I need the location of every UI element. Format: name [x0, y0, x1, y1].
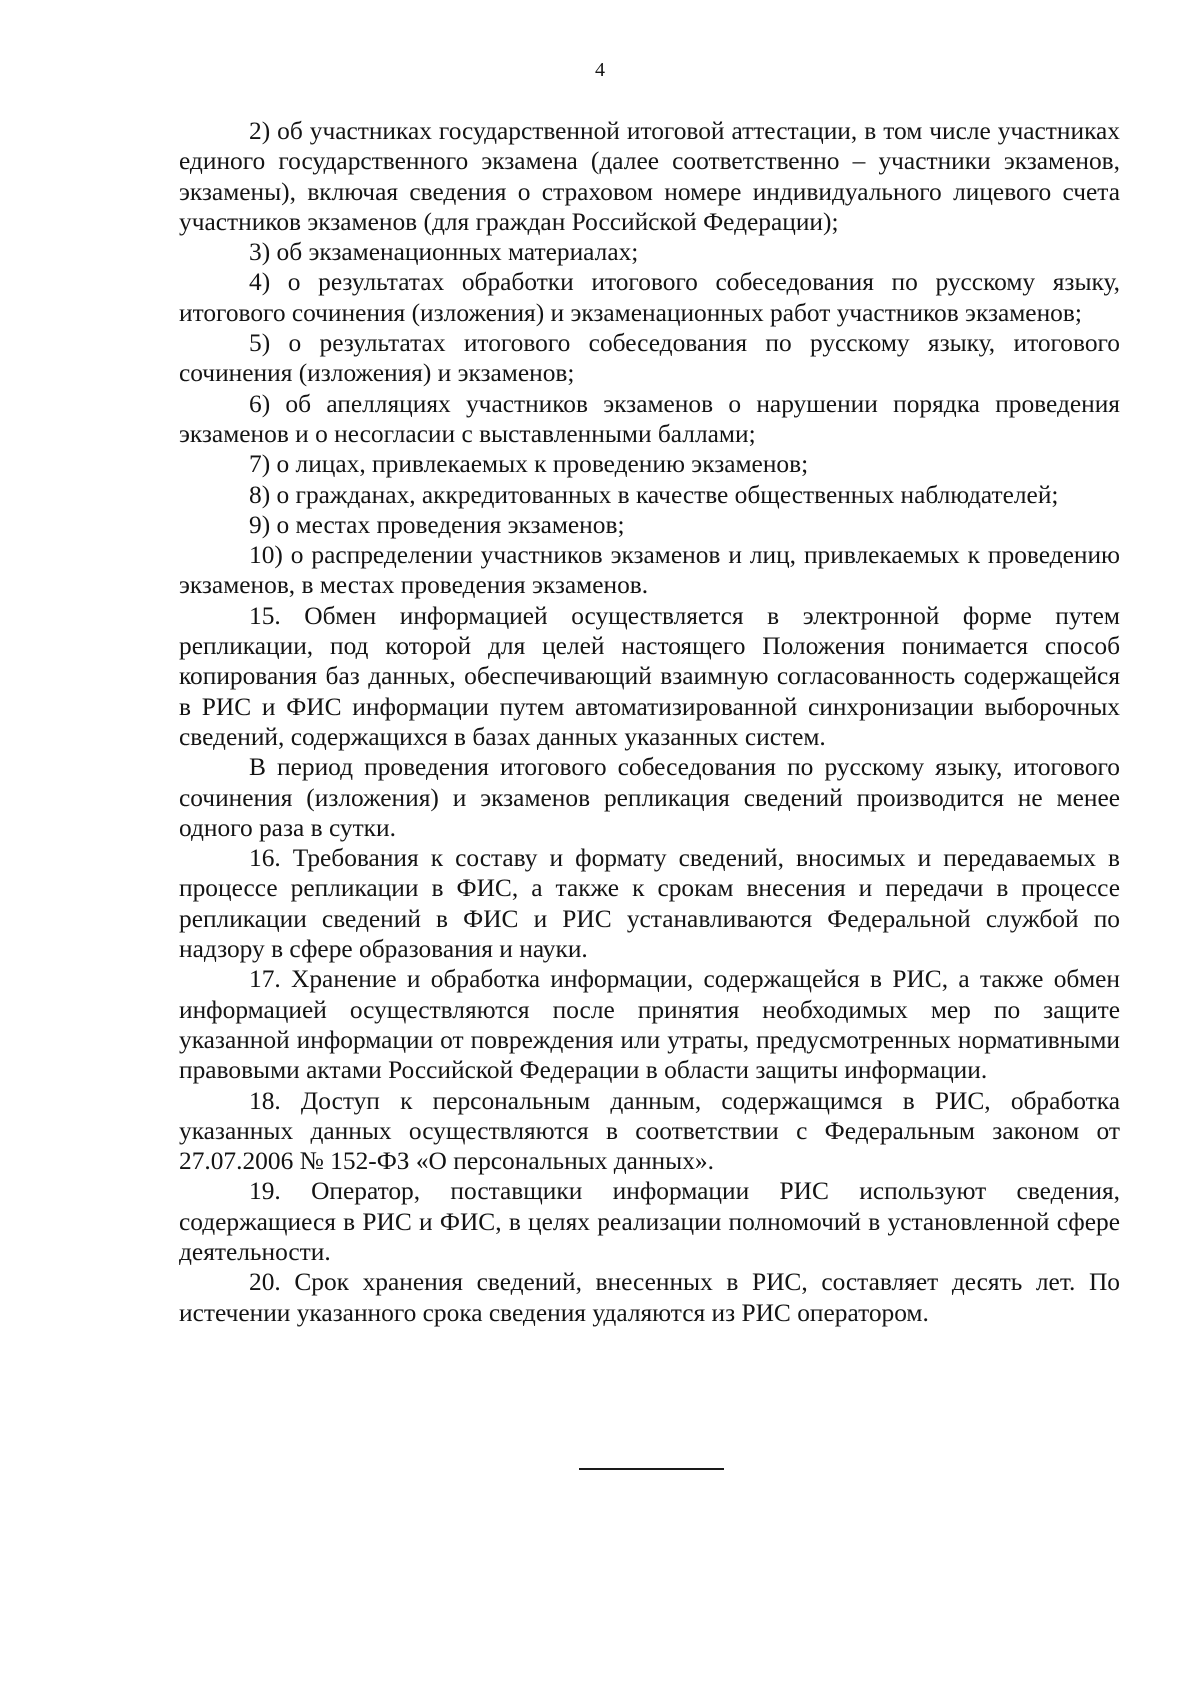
- list-item-4: 4) о результатах обработки итогового собеседования по русскому языку, итогового сочинения (изложения) и экзаменационных работ участников экзаменов;: [179, 268, 1120, 327]
- list-item-2: 2) об участниках государственной итоговой аттестации, в том числе участниках единого государственного экзамена (далее соответственно – участники экзаменов, экзамены), включая сведения о страховом номере индивидуального лицевого счета участников экзаменов (для граждан Российской Федерации);: [179, 117, 1120, 236]
- list-item-3: 3) об экзаменационных материалах;: [249, 238, 639, 267]
- list-item-9: 9) о местах проведения экзаменов;: [249, 510, 625, 539]
- list-item-7: 7) о лицах, привлекаемых к проведению экзаменов;: [249, 450, 809, 479]
- clause-17: 17. Хранение и обработка информации, содержащейся в РИС, а также обмен информацией осуществляются после принятия необходимых мер по защите указанной информации от повреждения или утраты, предусмотренных нормативными правовыми актами Российской Федерации в области защиты информации.: [179, 965, 1120, 1085]
- list-item-8: 8) о гражданах, аккредитованных в качестве общественных наблюдателей;: [249, 480, 1059, 509]
- clause-15: 15. Обмен информацией осуществляется в электронной форме путем репликации, под которой для целей настоящего Положения понимается способ копирования баз данных, обеспечивающий взаимную согласованность содержащейся в РИС и ФИС информации путем автоматизированной синхронизации выборочных сведений, содержащихся в базах данных указанных систем.: [179, 601, 1120, 751]
- clause-15-continuation: В период проведения итогового собеседования по русскому языку, итогового сочинения (изложения) и экзаменов репликация сведений производится не менее одного раза в сутки.: [179, 753, 1120, 842]
- list-item-10: 10) о распределении участников экзаменов и лиц, привлекаемых к проведению экзаменов, в местах проведения экзаменов.: [179, 541, 1120, 600]
- clause-19: 19. Оператор, поставщики информации РИС используют сведения, содержащиеся в РИС и ФИС, в целях реализации полномочий в установленной сфере деятельности.: [179, 1177, 1120, 1266]
- document-body: [179, 116, 1120, 1328]
- end-separator-line: [579, 1468, 724, 1470]
- page-number: 4: [595, 59, 605, 81]
- clause-16: 16. Требования к составу и формату сведений, вносимых и передаваемых в процессе репликации в ФИС, а также к срокам внесения и передачи в процессе репликации сведений в ФИС и РИС устанавливаются Федеральной службой по надзору в сфере образования и науки.: [179, 844, 1120, 964]
- list-item-6: 6) об апелляциях участников экзаменов о нарушении порядка проведения экзаменов и о несогласии с выставленными баллами;: [179, 389, 1120, 448]
- clause-18: 18. Доступ к персональным данным, содержащимся в РИС, обработка указанных данных осуществляются в соответствии с Федеральным законом от 27.07.2006 № 152-ФЗ «О персональных данных».: [179, 1086, 1120, 1176]
- clause-20: 20. Срок хранения сведений, внесенных в РИС, составляет десять лет. По истечении указанного срока сведения удаляются из РИС оператором.: [179, 1268, 1120, 1327]
- list-item-5: 5) о результатах итогового собеседования по русскому языку, итогового сочинения (изложения) и экзаменов;: [179, 329, 1120, 388]
